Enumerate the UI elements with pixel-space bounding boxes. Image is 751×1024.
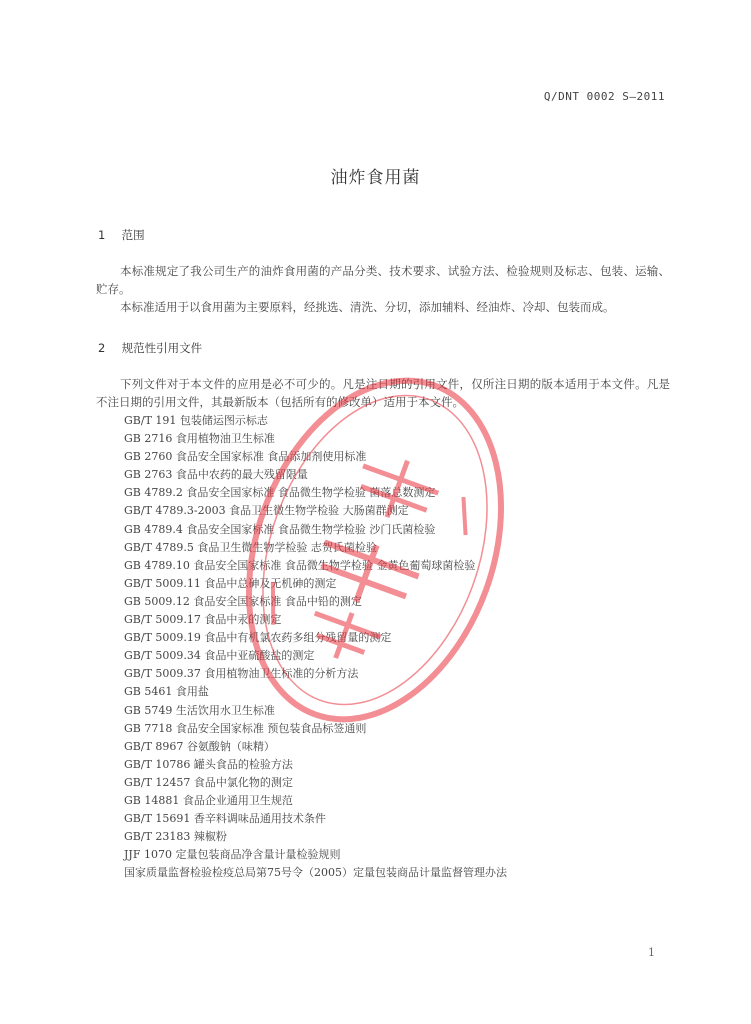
section-1-heading bbox=[98, 227, 145, 243]
reference-item: GB 7718 食品安全国家标准 预包装食品标签通则 bbox=[124, 721, 367, 735]
reference-item: GB 4789.10 食品安全国家标准 食品微生物学检验 金黄色葡萄球菌检验 bbox=[124, 558, 476, 572]
reference-item: GB/T 5009.11 食品中总砷及无机砷的测定 bbox=[124, 576, 337, 590]
reference-item: GB 2763 食品中农药的最大残留限量 bbox=[124, 468, 308, 482]
reference-item: GB 2716 食用植物油卫生标准 bbox=[124, 432, 275, 446]
reference-item: GB/T 12457 食品中氯化物的测定 bbox=[124, 775, 293, 789]
page-number: 1 bbox=[648, 946, 655, 959]
reference-item: GB 4789.2 食品安全国家标准 食品微生物学检验 菌落总数测定 bbox=[124, 486, 436, 500]
section-1-paragraph-2: 本标准适用于以食用菌为主要原料，经挑选、清洗、分切，添加辅料、经油炸、冷却、包装而成。 bbox=[120, 300, 615, 314]
reference-item: GB 2760 食品安全国家标准 食品添加剂使用标准 bbox=[124, 450, 367, 464]
section-2-title: 规范性引用文件 bbox=[121, 341, 203, 355]
reference-item: GB/T 23183 辣椒粉 bbox=[124, 830, 227, 844]
reference-item: GB/T 4789.3-2003 食品卫生微生物学检验 大肠菌群测定 bbox=[124, 504, 409, 518]
section-2-number: 2 bbox=[98, 341, 106, 355]
page-title: 油炸食用菌 bbox=[330, 168, 421, 188]
section-2-intro: 下列文件对于本文件的应用是必不可少的。凡是注日期的引用文件，仅所注日期的版本适用于本文件。凡是不注日期的引用文件，其最新版本（包括所有的修改单）适用于本文件。 bbox=[96, 377, 670, 409]
reference-item: GB/T 5009.37 食用植物油卫生标准的分析方法 bbox=[124, 667, 359, 681]
registration-stamp bbox=[230, 355, 520, 745]
reference-item: GB 4789.4 食品安全国家标准 食品微生物学检验 沙门氏菌检验 bbox=[124, 522, 436, 536]
reference-item: GB/T 5009.34 食品中亚硫酸盐的测定 bbox=[124, 649, 315, 663]
section-1-number: 1 bbox=[98, 228, 106, 242]
reference-item: JJF 1070 定量包装商品净含量计量检验规则 bbox=[124, 848, 341, 862]
reference-item: GB 5749 生活饮用水卫生标准 bbox=[124, 703, 275, 717]
reference-item: GB 5461 食用盐 bbox=[124, 685, 209, 699]
reference-item: GB/T 10786 罐头食品的检验方法 bbox=[124, 757, 293, 771]
reference-item: GB/T 5009.19 食品中有机氯农药多组分残留量的测定 bbox=[124, 631, 392, 645]
reference-item: GB/T 8967 谷氨酸钠（味精） bbox=[124, 739, 275, 753]
section-1-title: 范围 bbox=[121, 228, 145, 242]
reference-item: GB/T 5009.17 食品中汞的测定 bbox=[124, 613, 282, 627]
reference-item: GB 14881 食品企业通用卫生规范 bbox=[124, 793, 293, 807]
reference-item: 国家质量监督检验检疫总局第75号令（2005）定量包装商品计量监督管理办法 bbox=[124, 866, 507, 880]
reference-item: GB/T 4789.5 食品卫生微生物学检验 志贺氏菌检验 bbox=[124, 540, 377, 554]
reference-item: GB 5009.12 食品安全国家标准 食品中铅的测定 bbox=[124, 594, 362, 608]
reference-item: GB/T 15691 香辛料调味品通用技术条件 bbox=[124, 812, 326, 826]
section-2-heading bbox=[98, 340, 202, 356]
document-code: Q/DNT 0002 S—2011 bbox=[543, 90, 665, 103]
reference-item: GB/T 191 包装储运图示标志 bbox=[124, 414, 268, 427]
section-1-paragraph-1: 本标准规定了我公司生产的油炸食用菌的产品分类、技术要求、试验方法、检验规则及标志、包装、运输、贮存。 bbox=[96, 264, 670, 296]
